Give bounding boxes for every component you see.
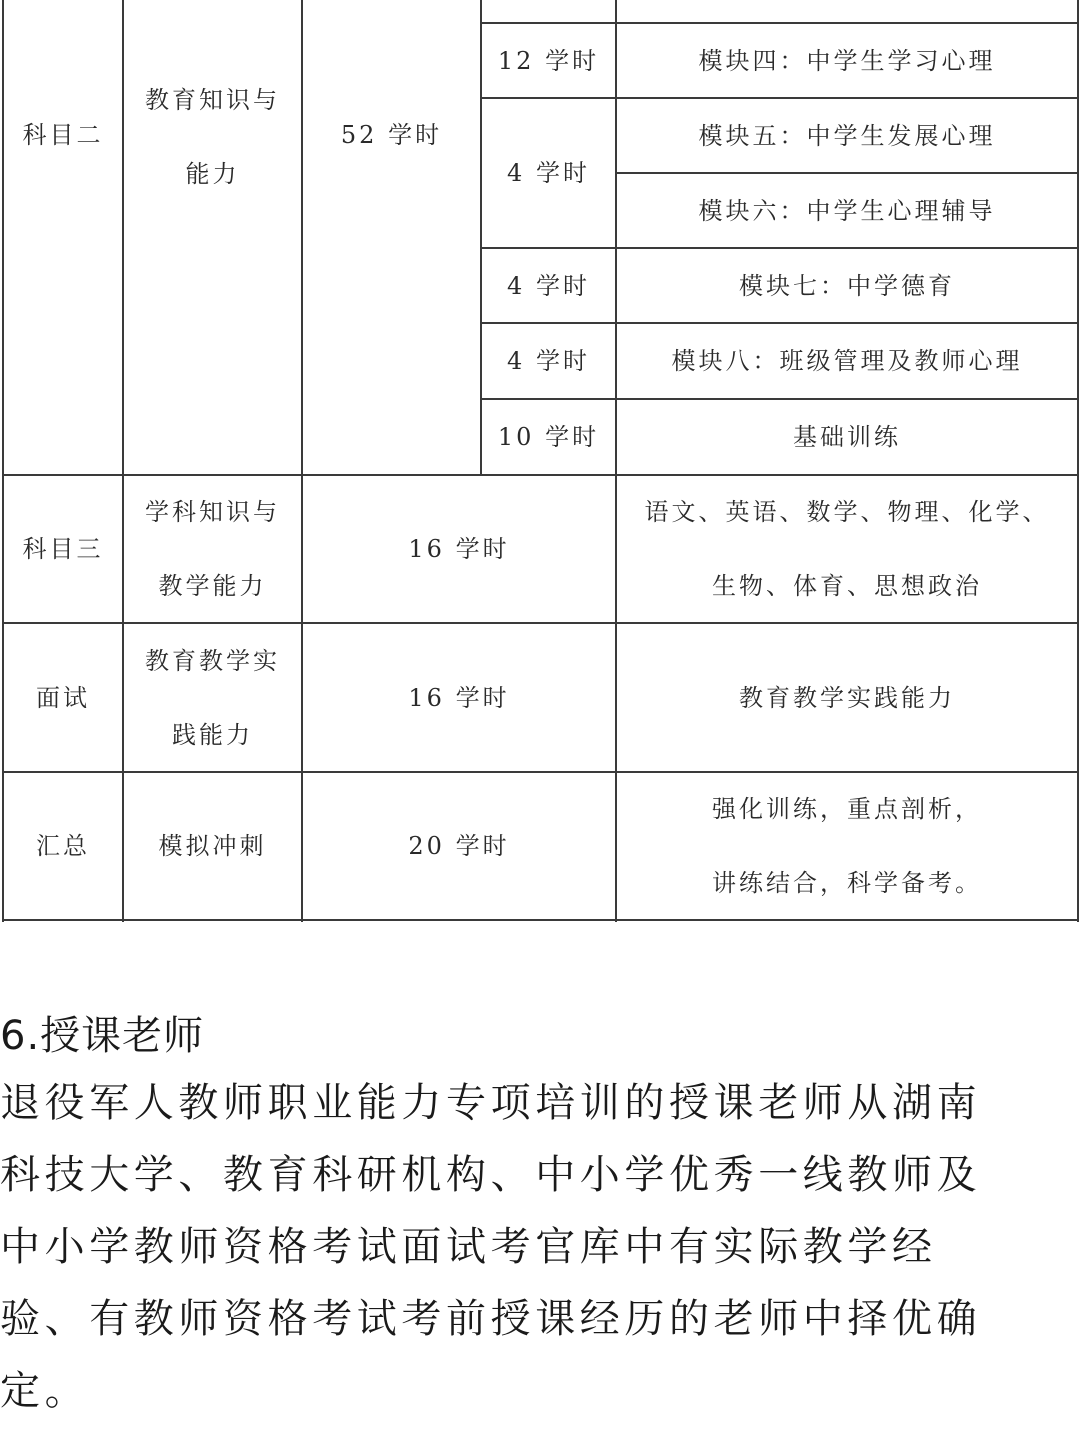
subject-hours: 16 学时 — [408, 683, 510, 712]
subject-label: 科目二 — [22, 121, 104, 149]
subject-hours: 52 学时 — [340, 121, 443, 149]
module-name: 模块四：中学生学习心理 — [698, 46, 996, 75]
module-hours: 4 学时 — [507, 159, 590, 187]
subject-label: 汇总 — [36, 832, 90, 860]
paragraph-line: 科技大学、教育科研机构、中小学优秀一线教师及 — [0, 1152, 982, 1198]
module-hours: 10 学时 — [497, 423, 600, 451]
paragraph-line: 中小学教师资格考试面试考官库中有实际教学经 — [0, 1224, 937, 1270]
module-name: 模块七：中学德育 — [739, 271, 955, 300]
subject-hours: 20 学时 — [408, 832, 510, 860]
paragraph-line: 验、有教师资格考试考前授课经历的老师中择优确 — [0, 1296, 982, 1342]
module-name: 模块八：班级管理及教师心理 — [671, 347, 1023, 375]
paragraph-line: 退役军人教师职业能力专项培训的授课老师从湖南 — [0, 1080, 982, 1126]
section-heading: 6.授课老师 — [0, 1013, 205, 1059]
section-paragraph — [0, 1067, 1080, 1427]
subject-name: 教育教学实 践能力 — [145, 646, 280, 749]
subject-label: 科目三 — [22, 535, 104, 563]
module-hours: 4 学时 — [507, 347, 590, 375]
subject-label: 面试 — [36, 683, 90, 712]
table-border-right — [1077, 0, 1079, 922]
subject-name: 教育知识与 能力 — [145, 86, 280, 188]
module-hours: 4 学时 — [507, 271, 590, 300]
module-name: 模块五：中学生发展心理 — [698, 121, 996, 150]
teachers-section — [0, 1005, 1080, 1427]
subject-content: 教育教学实践能力 — [739, 683, 955, 712]
module-name: 基础训练 — [793, 423, 901, 451]
subject-hours: 16 学时 — [408, 535, 510, 563]
subject-content: 强化训练，重点剖析， 讲练结合，科学备考。 — [712, 795, 982, 897]
subject-name: 模拟冲刺 — [158, 832, 267, 860]
subject-content: 语文、英语、数学、物理、化学、 生物、体育、思想政治 — [644, 498, 1050, 600]
paragraph-line: 定。 — [0, 1368, 90, 1414]
subject-name: 学科知识与 教学能力 — [145, 498, 280, 600]
module-hours: 12 学时 — [497, 46, 600, 75]
module-name: 模块六：中学生心理辅导 — [698, 196, 996, 225]
